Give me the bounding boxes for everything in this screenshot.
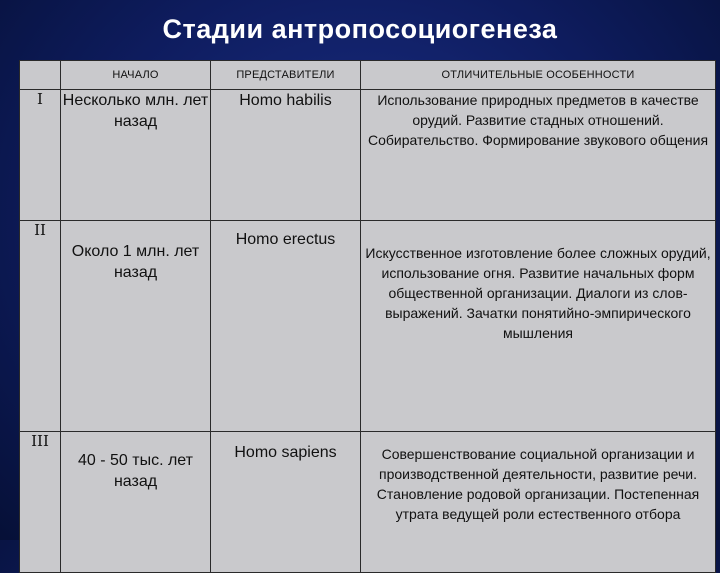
stage-representatives: Homo erectus [211, 221, 361, 432]
table-row [20, 432, 716, 573]
header-features: ОТЛИЧИТЕЛЬНЫЕ ОСОБЕННОСТИ [361, 61, 716, 90]
stage-start: Около 1 млн. лет назад [61, 221, 211, 432]
stage-start: Несколько млн. лет назад [61, 90, 211, 221]
stage-representatives: Homo habilis [211, 90, 361, 221]
stage-features: Искусственное изготовление более сложных орудий, использование огня. Развитие начальных форм общественной организации. Диалоги из слов-выражений. Зачатки понятийно-эмпирического мышления [361, 221, 716, 432]
stage-number: III [20, 432, 61, 573]
stage-start: 40 - 50 тыс. лет назад [61, 432, 211, 573]
stages-table [19, 60, 716, 573]
table-header-row [20, 61, 716, 90]
stage-features: Совершенствование социальной организации и производственной деятельности, развитие речи. Становление родовой организации. Постепенная утрата ведущей роли естественного отбора [361, 432, 716, 573]
slide-title: Стадии антропосоциогенеза [162, 14, 558, 44]
stage-representatives: Homo sapiens [211, 432, 361, 573]
header-start: НАЧАЛО [61, 61, 211, 90]
table-row [20, 90, 716, 221]
stage-features: Использование природных предметов в качестве орудий. Развитие стадных отношений. Собирательство. Формирование звукового общения [361, 90, 716, 221]
header-number [20, 61, 61, 90]
stage-number: II [20, 221, 61, 432]
table-row [20, 221, 716, 432]
header-representatives: ПРЕДСТАВИТЕЛИ [211, 61, 361, 90]
stage-number: I [20, 90, 61, 221]
